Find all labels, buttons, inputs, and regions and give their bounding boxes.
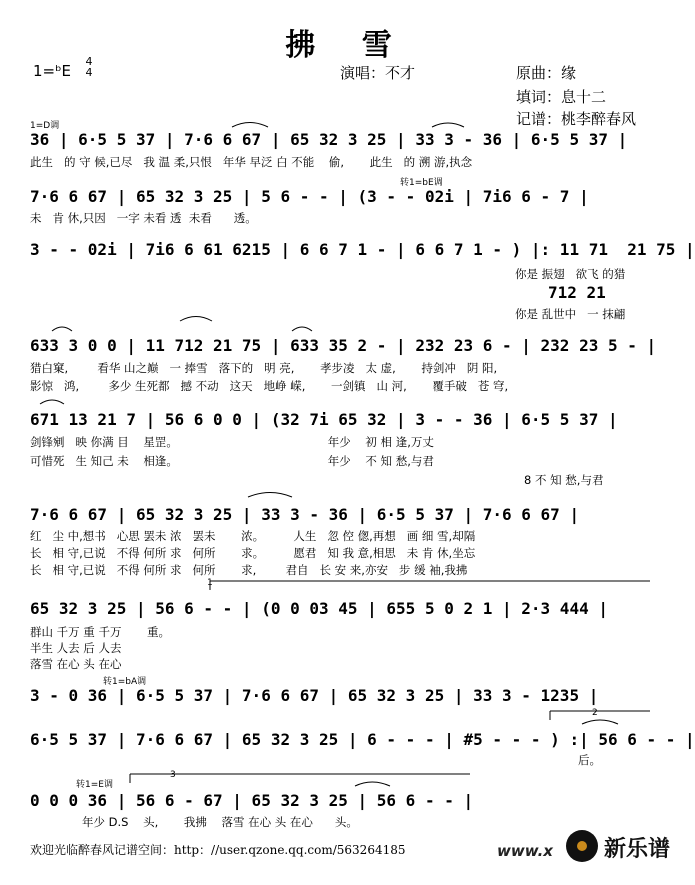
- lyrics-line-3a: 你是 振翅 欲飞 的猎: [515, 267, 626, 281]
- slur-arc: [52, 327, 72, 331]
- brand-logo: [566, 828, 686, 864]
- song-title: 拂 雪: [285, 28, 410, 63]
- key-change-mark: 1=D调: [30, 121, 60, 131]
- lyrics-line-2: 未 肯 休,只因 一字 未看 透 未看 透。: [30, 211, 257, 225]
- volta-number: 2: [592, 708, 598, 718]
- lyrics-line-5c: 8 不 知 愁,与君: [524, 473, 604, 487]
- slur-arc: [355, 782, 390, 786]
- lyrics-line-9: 后。: [578, 753, 601, 767]
- key-change-mark: 转1=bA调: [103, 677, 147, 687]
- lyrics-line-5b: 可惜死 生 知己 未 相逢。 年少 不 知 愁,与君: [30, 454, 434, 468]
- footer-text: 欢迎光临醉春风记谱空间：http：//user.qzone.qq.com/563264185: [30, 843, 406, 857]
- brand-name: 新乐谱: [604, 837, 671, 862]
- notation-line-7: 65 32 3 25 | 56 6 - - | (0 0 03 45 | 655 5 0 2 1 | 2·3 444 |: [30, 599, 608, 618]
- lyrics-line-4a: 猎白窠, 看华 山之巅 一 捧雪 落下的 明 亮, 孝步凌 太 虚, 持剑冲 阴 阳,: [30, 361, 498, 375]
- notation-line-4: 633 3 0 0 | 11 712 21 75 | 633 35 2 - | 232 23 6 - | 232 23 5 - |: [30, 336, 657, 355]
- notation-line-3: 3 - - 02i | 7i6 6 61 6215 | 6 6 7 1 - | 6 6 7 1 - ) |: 11 71 21 75 |: [30, 240, 695, 259]
- slur-arc: [248, 493, 292, 498]
- notation-line-6: 7·6 6 67 | 65 32 3 25 | 33 3 - 36 | 6·5 5 37 | 7·6 6 67 |: [30, 505, 580, 524]
- lyrics-line-1: 此生 的 守 候,已尽 我 温 柔,只恨 年华 早泛 白 不能 偷, 此生 的 溯 游,执念: [30, 155, 473, 169]
- site-watermark: www.x: [497, 842, 553, 860]
- lyrics-line-3b: 你是 乱世中 一 抹翩: [515, 307, 626, 321]
- time-sig-top: 4: [85, 55, 93, 68]
- lyrics-line-10: 年少 D.S 头, 我拂 落雪 在心 头 在心 头。: [82, 815, 358, 829]
- notation-line-10: 0 0 0 36 | 56 6 - 67 | 65 32 3 25 | 56 6 - - |: [30, 791, 474, 810]
- key-change-mark: 转1=E调: [76, 780, 113, 790]
- volta-number: 3: [170, 770, 176, 780]
- notation-line-1: 36 | 6·5 5 37 | 7·6 6 67 | 65 32 3 25 | 33 3 - 36 | 6·5 5 37 |: [30, 130, 628, 149]
- lyrics-line-7c: 落雪 在心 头 在心: [30, 657, 122, 671]
- time-sig-bottom: 4: [85, 66, 93, 79]
- slur-arc: [432, 123, 464, 127]
- notation-line-8: 3 - 0 36 | 6·5 5 37 | 7·6 6 67 | 65 32 3 25 | 33 3 - 1235 |: [30, 686, 599, 705]
- notation-line-2: 7·6 6 67 | 65 32 3 25 | 5 6 - - | (3 - - 02i | 7i6 6 - 7 |: [30, 187, 589, 206]
- notation-line-5: 671 13 21 7 | 56 6 0 0 | (32 7i 65 32 | 3 - - 36 | 6·5 5 37 |: [30, 410, 618, 429]
- original-credit: 原曲：缘: [516, 64, 577, 82]
- slur-arc: [582, 720, 618, 724]
- lyrics-line-4b: 影惊 鸿, 多少 生死都 撼 不动 这天 地峥 嵘, 一剑镇 山 河, 覆手破 苍 穹,: [30, 379, 509, 393]
- lyrics-line-6c: 长 相 守,已说 不得 何所 求 何所 求, 君自 长 安 来,亦安 步 缓 袖,我拂: [30, 563, 468, 577]
- lyrics-line-6b: 长 相 守,已说 不得 何所 求 何所 求。 愿君 知 我 意,相思 未 肯 休,坐忘: [30, 546, 476, 560]
- volta-number: 1: [207, 578, 213, 588]
- key-signature: 1=ᵇE: [33, 62, 72, 80]
- slur-arc: [40, 400, 64, 404]
- singer-credit: 演唱：不才: [340, 64, 416, 82]
- record-disc-icon: [566, 830, 598, 862]
- key-change-mark: 转1=bE调: [400, 178, 443, 188]
- notation-line-9: 6·5 5 37 | 7·6 6 67 | 65 32 3 25 | 6 - - - | #5 - - - ) :| 56 6 - - |: [30, 730, 695, 749]
- lyrics-line-6a: 红 尘 中,想书 心思 罢未 浓 罢未 浓。 人生 忽 倥 偬,再想 画 细 雪,却隔: [30, 529, 476, 543]
- transcriber-credit: 记谱：桃李醉春风: [516, 110, 637, 128]
- lyrics-line-7a: 群山 千万 重 千万 重。: [30, 625, 171, 639]
- lyrics-line-7b: 半生 人去 后 人去: [30, 641, 122, 655]
- slur-arc: [232, 123, 268, 128]
- slur-arc: [292, 327, 312, 331]
- slur-arc: [180, 317, 212, 322]
- notation-line-3b: 712 21: [548, 283, 606, 302]
- lyricist-credit: 填词：息十二: [516, 88, 607, 106]
- lyrics-line-5a: 剑锋剜 映 你满 目 星罡。 年少 初 相 逢,万丈: [30, 435, 434, 449]
